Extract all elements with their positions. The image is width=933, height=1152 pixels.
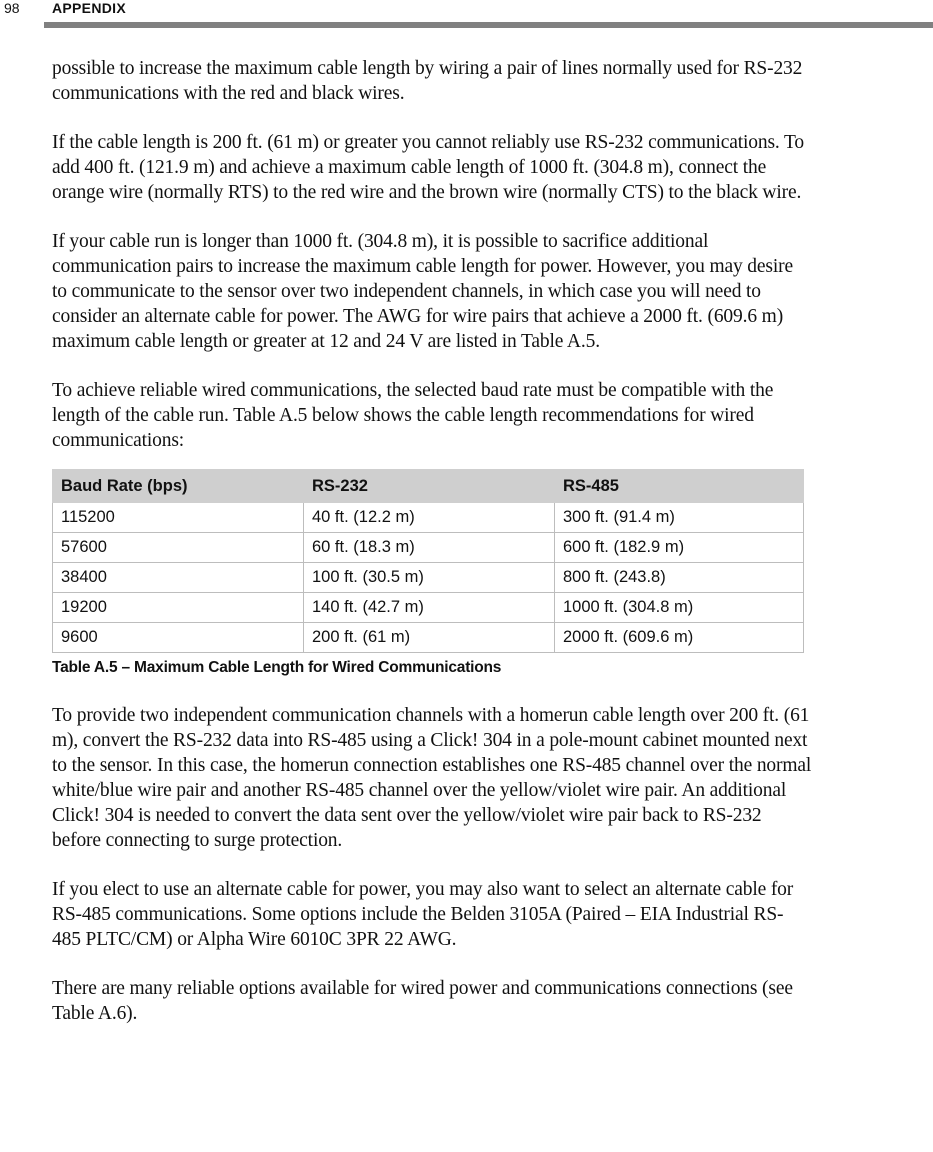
table-row	[53, 533, 804, 563]
table-row	[53, 593, 804, 623]
rs485-cell: 600 ft. (182.9 m)	[555, 533, 804, 563]
rs232-cell: 40 ft. (12.2 m)	[304, 503, 555, 533]
baud-rate-cell: 57600	[53, 533, 304, 563]
table-caption: Table A.5 – Maximum Cable Length for Wired Communications	[52, 659, 502, 676]
header-rule	[44, 22, 933, 28]
rs485-cell: 2000 ft. (609.6 m)	[555, 623, 804, 653]
paragraph: If you elect to use an alternate cable for power, you may also want to select an alternate cable for RS-485 communications. Some options include the Belden 3105A (Paired – EIA Industrial RS-485 PLTC/CM) or Alpha Wire 6010C 3PR 22 AWG.	[52, 879, 794, 950]
baud-rate-cell: 115200	[53, 503, 304, 533]
paragraph: There are many reliable options available for wired power and communications connections (see Table A.6).	[52, 978, 793, 1024]
column-header-rs485: RS-485	[555, 470, 804, 503]
paragraph: If the cable length is 200 ft. (61 m) or greater you cannot reliably use RS-232 communications. To add 400 ft. (121.9 m) and achieve a maximum cable length of 1000 ft. (304.8 m), connect the orange wire (normally RTS) to the red wire and the brown wire (normally CTS) to the black wire.	[52, 132, 805, 203]
rs232-cell: 200 ft. (61 m)	[304, 623, 555, 653]
rs232-cell: 60 ft. (18.3 m)	[304, 533, 555, 563]
rs485-cell: 300 ft. (91.4 m)	[555, 503, 804, 533]
rs232-cell: 100 ft. (30.5 m)	[304, 563, 555, 593]
paragraph: To achieve reliable wired communications, the selected baud rate must be compatible with the length of the cable run. Table A.5 below shows the cable length recommendations for wired communications:	[52, 380, 774, 451]
page-body	[52, 56, 812, 1050]
table-row	[53, 563, 804, 593]
column-header-baud-rate: Baud Rate (bps)	[53, 470, 304, 503]
baud-rate-cell: 38400	[53, 563, 304, 593]
page-number: 98	[4, 0, 20, 16]
table-row	[53, 503, 804, 533]
rs485-cell: 1000 ft. (304.8 m)	[555, 593, 804, 623]
paragraph: If your cable run is longer than 1000 ft. (304.8 m), it is possible to sacrifice additional communication pairs to increase the maximum cable length for power. However, you may desire to communicate to the sensor over two independent channels, in which case you will need to consider an alternate cable for power. The AWG for wire pairs that achieve a 2000 ft. (609.6 m) maximum cable length or greater at 12 and 24 V are listed in Table A.5.	[52, 231, 793, 352]
page-header	[0, 0, 933, 28]
paragraph: possible to increase the maximum cable length by wiring a pair of lines normally used for RS-232 communications with the red and black wires.	[52, 58, 803, 104]
baud-rate-cell: 19200	[53, 593, 304, 623]
cable-length-table	[52, 469, 804, 653]
paragraph: To provide two independent communication channels with a homerun cable length over 200 ft. (61 m), convert the RS-232 data into RS-485 using a Click! 304 in a pole-mount cabinet mounted next to the sensor. In this case, the homerun connection establishes one RS-485 channel over the normal white/blue wire pair and another RS-485 channel over the yellow/violet wire pair. An additional Click! 304 is needed to convert the data sent over the yellow/violet wire pair back to RS-232 before connecting to surge protection.	[52, 705, 812, 851]
baud-rate-cell: 9600	[53, 623, 304, 653]
table-row	[53, 623, 804, 653]
rs485-cell: 800 ft. (243.8)	[555, 563, 804, 593]
section-title: APPENDIX	[52, 0, 126, 16]
table-header-row	[53, 470, 804, 503]
column-header-rs232: RS-232	[304, 470, 555, 503]
rs232-cell: 140 ft. (42.7 m)	[304, 593, 555, 623]
